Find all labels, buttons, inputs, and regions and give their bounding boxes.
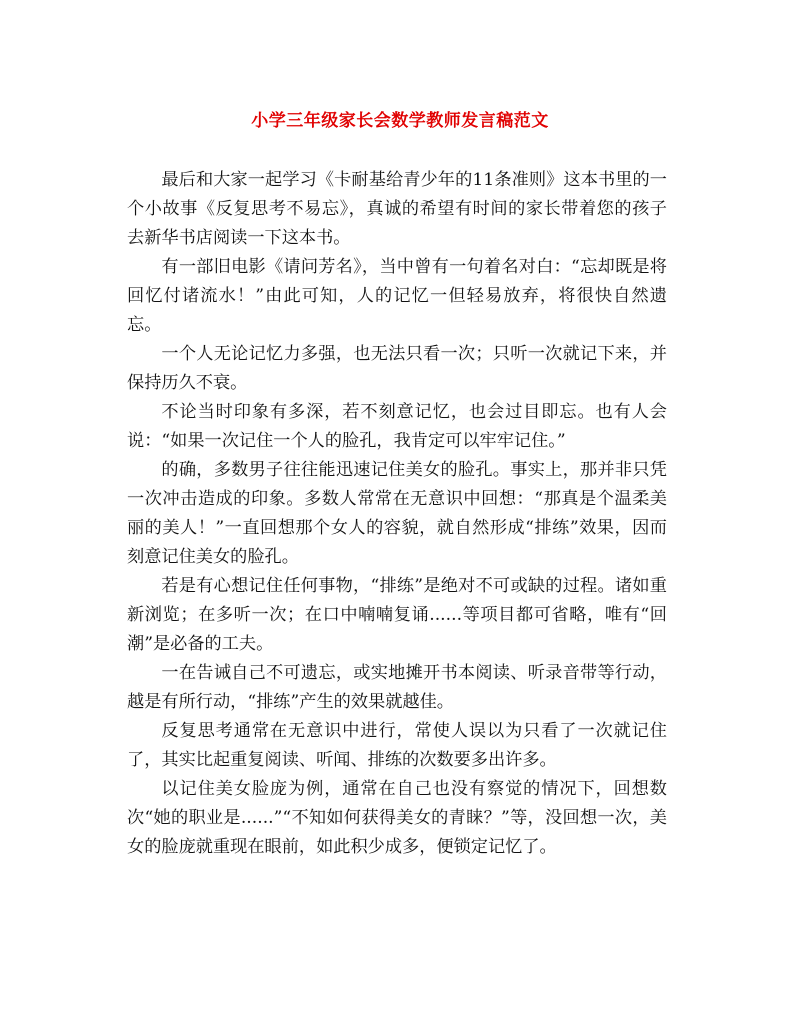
paragraph-8: 反复思考通常在无意识中进行，常使人误以为只看了一次就记住了，其实比起重复阅读、听闻、排练的次数要多出许多。 [127, 721, 667, 770]
paragraph-9: 以记住美女脸庞为例，通常在自己也没有察觉的情况下，回想数次“她的职业是......”“不知如何获得美女的青睐？”等，没回想一次，美女的脸庞就重现在眼前，如此积少成多，便锁定记忆了。 [127, 779, 667, 857]
paragraph-1: 最后和大家一起学习《卡耐基给青少年的11条准则》这本书里的一个小故事《反复思考不易忘》，真诚的希望有时间的家长带着您的孩子去新华书店阅读一下这本书。 [127, 170, 667, 248]
paragraph-7: 一在告诫自己不可遗忘，或实地摊开书本阅读、听录音带等行动，越是有所行动，“排练”产生的效果就越佳。 [127, 663, 667, 712]
paragraph-5: 的确，多数男子往往能迅速记住美女的脸孔。事实上，那并非只凭一次冲击造成的印象。多数人常常在无意识中回想：“那真是个温柔美丽的美人！”一直回想那个女人的容貌，就自然形成“排练”效果，因而刻意记住美女的脸孔。 [127, 460, 667, 567]
paragraph-3: 一个人无论记忆力多强，也无法只看一次；只听一次就记下来，并保持历久不衰。 [127, 344, 667, 393]
document-title: 小学三年级家长会数学教师发言稿范文 [251, 111, 549, 131]
document-body [127, 166, 667, 862]
paragraph-2: 有一部旧电影《请问芳名》，当中曾有一句着名对白：“忘却既是将回忆付诸流水！”由此可知，人的记忆一但轻易放弃，将很快自然遗忘。 [127, 257, 667, 335]
paragraph-4: 不论当时印象有多深，若不刻意记忆，也会过目即忘。也有人会说：“如果一次记住一个人的脸孔，我肯定可以牢牢记住。” [127, 402, 667, 451]
paragraph-6: 若是有心想记住任何事物，“排练”是绝对不可或缺的过程。诸如重新浏览；在多听一次；在口中喃喃复诵......等项目都可省略，唯有“回潮”是必备的工夫。 [127, 576, 667, 654]
